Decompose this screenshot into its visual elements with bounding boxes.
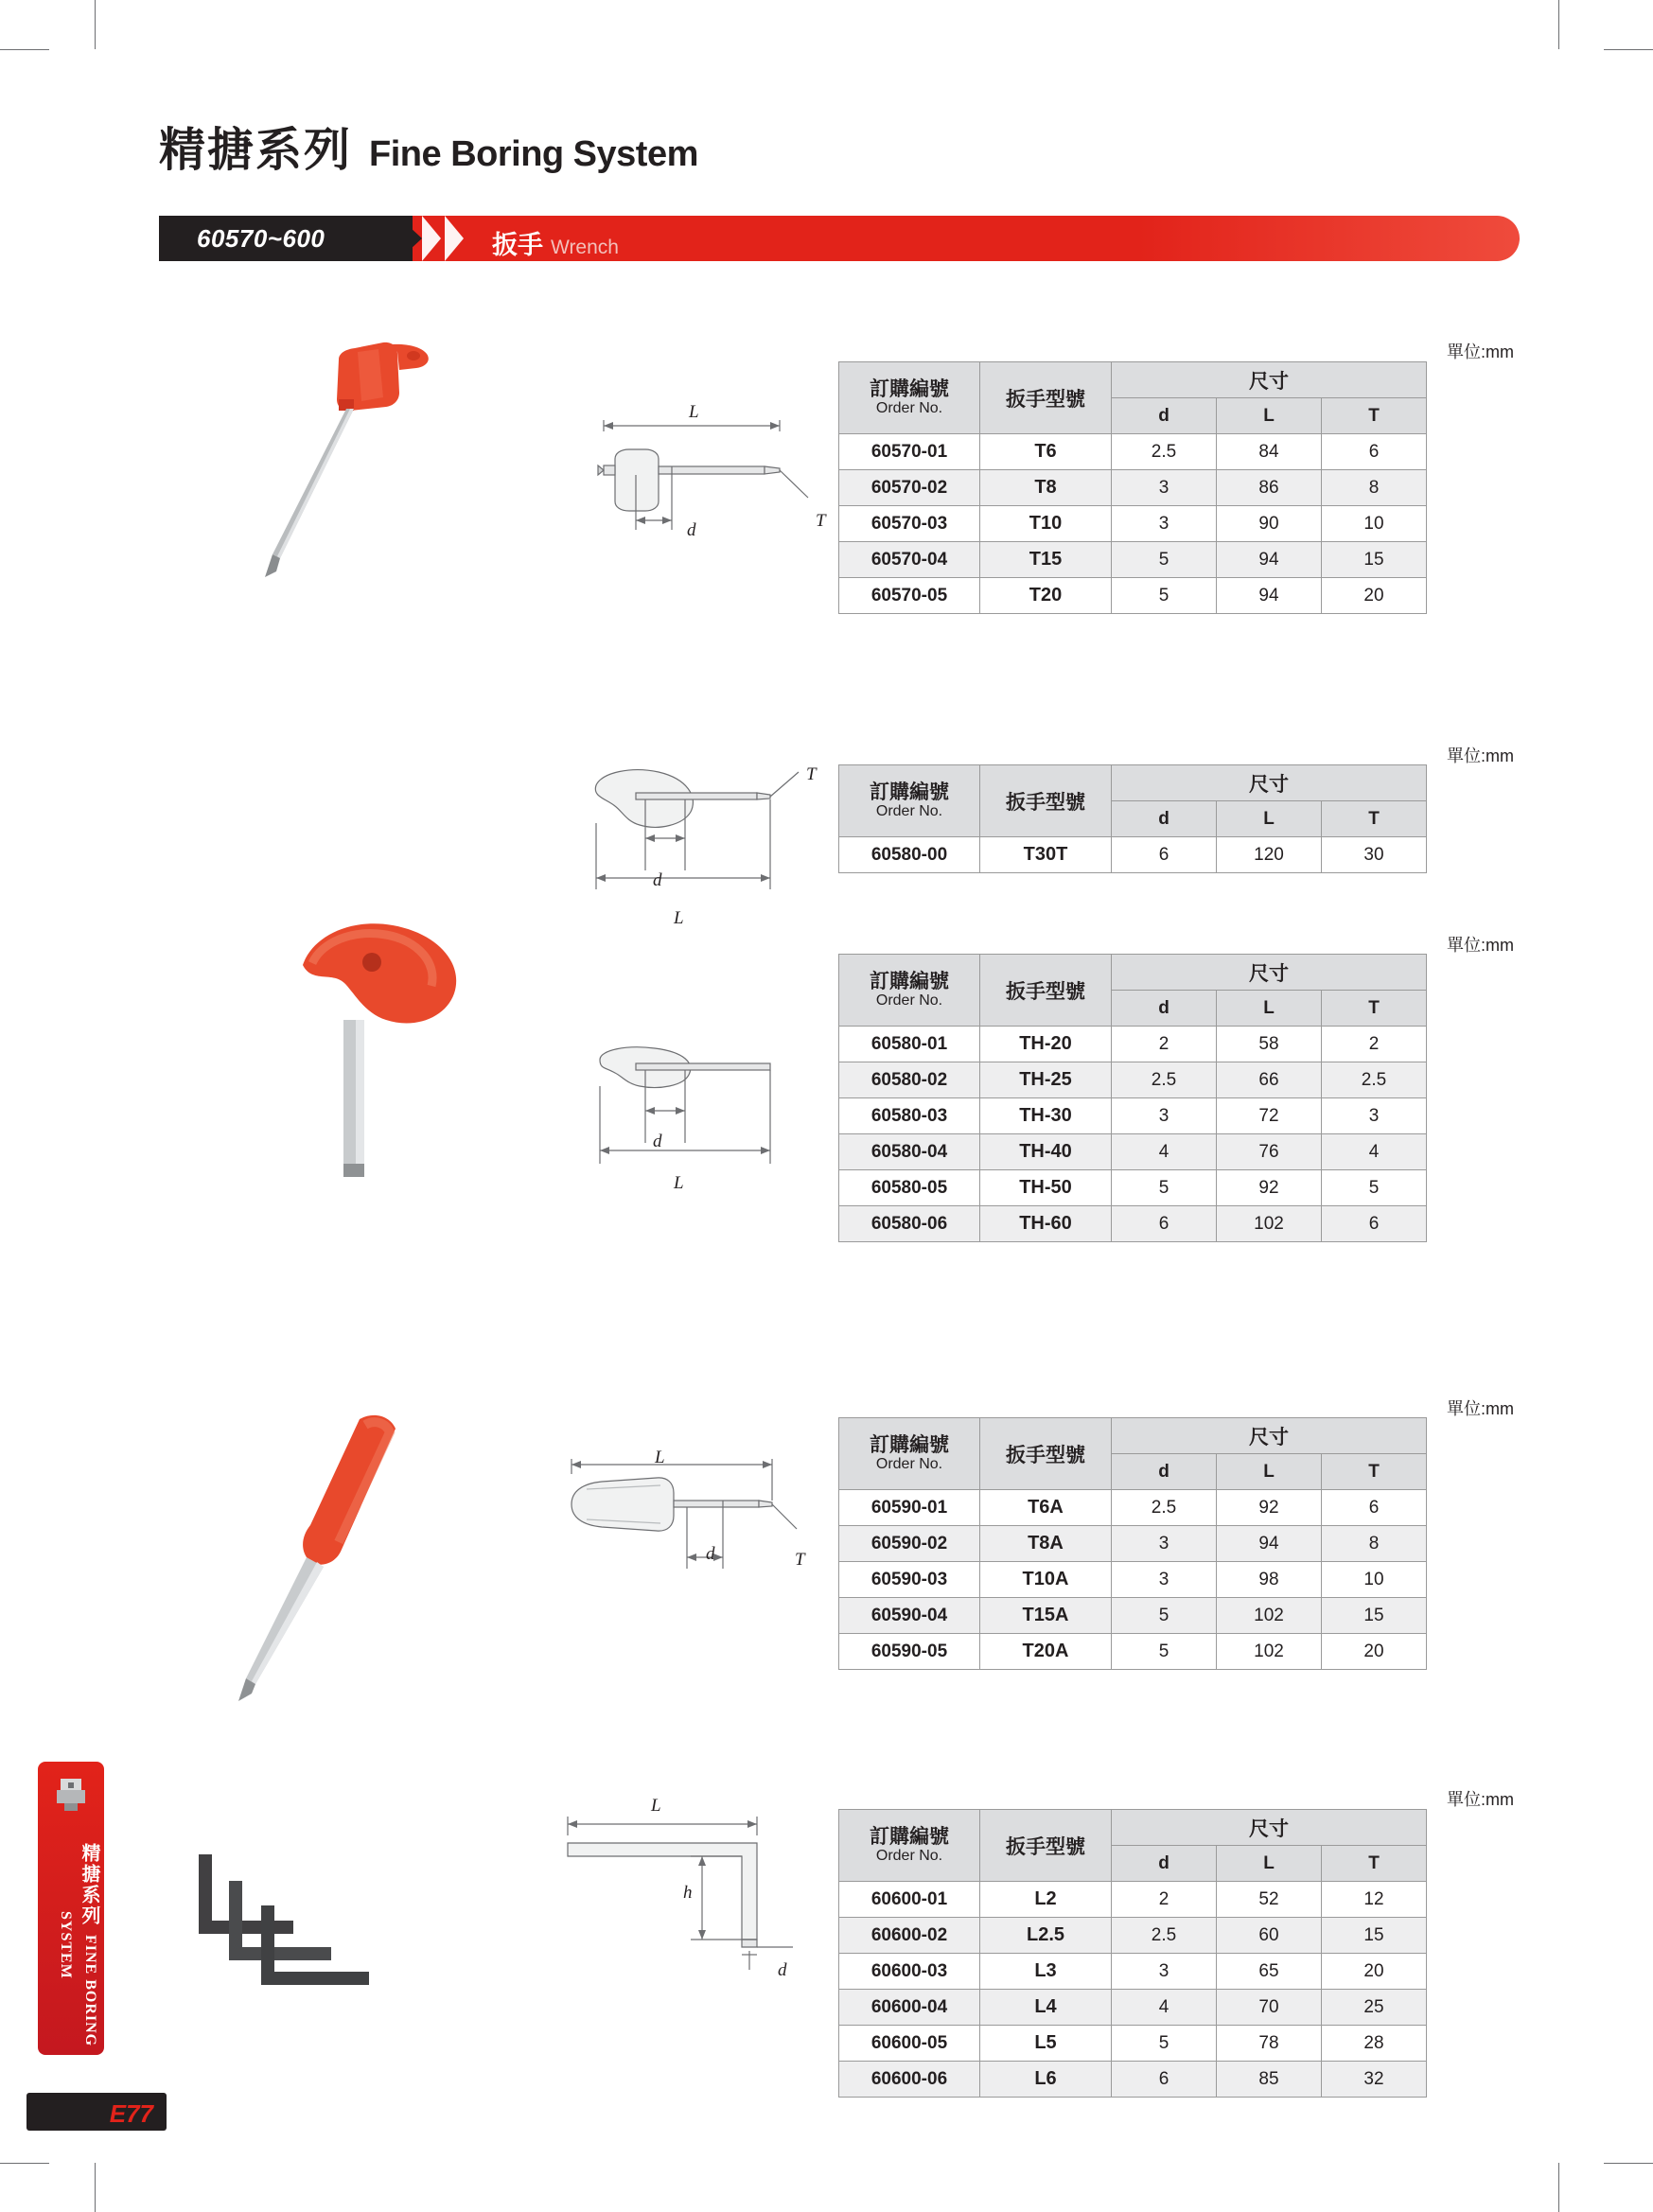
cell-model: TH-20 <box>980 1027 1112 1062</box>
cell-order: 60570-03 <box>839 506 980 542</box>
cell-order: 60570-05 <box>839 578 980 614</box>
cell-L: 76 <box>1217 1134 1322 1170</box>
cell-d: 3 <box>1112 1954 1217 1990</box>
table-row <box>839 1170 1427 1206</box>
table-row <box>839 1134 1427 1170</box>
cell-L: 52 <box>1217 1882 1322 1918</box>
cell-model: L6 <box>980 2062 1112 2098</box>
cell-order: 60580-02 <box>839 1062 980 1098</box>
cell-model: TH-25 <box>980 1062 1112 1098</box>
col-L: L <box>1217 1846 1322 1882</box>
cell-model: T30T <box>980 837 1112 873</box>
cell-model: L3 <box>980 1954 1112 1990</box>
unit-note-1: 單位:mm <box>1447 342 1514 361</box>
col-T: T <box>1322 398 1427 434</box>
section-bar <box>159 216 1520 261</box>
table-header-row <box>839 1810 1427 1846</box>
cell-model: T10 <box>980 506 1112 542</box>
cell-T: 10 <box>1322 506 1427 542</box>
col-T: T <box>1322 991 1427 1027</box>
table-row <box>839 2026 1427 2062</box>
cell-T: 10 <box>1322 1562 1427 1598</box>
table-header-row <box>839 362 1427 398</box>
table-row <box>839 1490 1427 1526</box>
table-row <box>839 434 1427 470</box>
cell-T: 3 <box>1322 1098 1427 1134</box>
cell-T: 2.5 <box>1322 1062 1427 1098</box>
cell-order: 60590-03 <box>839 1562 980 1598</box>
cell-order: 60570-02 <box>839 470 980 506</box>
cell-L: 92 <box>1217 1170 1322 1206</box>
cell-L: 60 <box>1217 1918 1322 1954</box>
crop-mark-bottom-right <box>1558 2163 1559 2212</box>
table-row <box>839 542 1427 578</box>
cell-model: L5 <box>980 2026 1112 2062</box>
cell-model: TH-40 <box>980 1134 1112 1170</box>
table-60600 <box>838 1809 1427 2098</box>
dim-label-h-60600: h <box>683 1883 693 1903</box>
col-d: d <box>1112 801 1217 837</box>
cell-order: 60590-02 <box>839 1526 980 1562</box>
chevron-right-icon-2 <box>445 216 464 261</box>
col-model: 扳手型號 <box>980 362 1112 434</box>
col-T: T <box>1322 1454 1427 1490</box>
cell-d: 6 <box>1112 837 1217 873</box>
cell-order: 60600-02 <box>839 1918 980 1954</box>
cell-L: 102 <box>1217 1634 1322 1670</box>
table-header-row <box>839 765 1427 801</box>
cell-model: T15 <box>980 542 1112 578</box>
cell-d: 3 <box>1112 506 1217 542</box>
table-row <box>839 1206 1427 1242</box>
crop-mark-bottom-right-h <box>1604 2163 1653 2164</box>
col-dimensions: 尺寸 <box>1112 362 1427 398</box>
col-model: 扳手型號 <box>980 1810 1112 1882</box>
table-row <box>839 1634 1427 1670</box>
section-label-cn: 扳手 <box>492 231 543 260</box>
cell-T: 32 <box>1322 2062 1427 2098</box>
cell-L: 72 <box>1217 1098 1322 1134</box>
table-row <box>839 1954 1427 1990</box>
cell-L: 86 <box>1217 470 1322 506</box>
cell-L: 92 <box>1217 1490 1322 1526</box>
cell-order: 60570-04 <box>839 542 980 578</box>
crop-mark-top-right <box>1558 0 1559 49</box>
cell-model: T6 <box>980 434 1112 470</box>
table-row <box>839 1526 1427 1562</box>
col-T: T <box>1322 801 1427 837</box>
table-row <box>839 1562 1427 1598</box>
cell-L: 102 <box>1217 1598 1322 1634</box>
cell-d: 2 <box>1112 1882 1217 1918</box>
unit-note-2: 單位:mm <box>1447 746 1514 765</box>
cell-d: 5 <box>1112 1598 1217 1634</box>
cell-model: TH-30 <box>980 1098 1112 1134</box>
table-row <box>839 1990 1427 2026</box>
col-model: 扳手型號 <box>980 1418 1112 1490</box>
cell-T: 6 <box>1322 434 1427 470</box>
product-photo-60590 <box>227 1400 511 1712</box>
col-order-no: 訂購編號 Order No. <box>839 1418 980 1490</box>
cell-d: 3 <box>1112 470 1217 506</box>
side-index-tab[interactable] <box>38 1762 104 2055</box>
cell-order: 60580-03 <box>839 1098 980 1134</box>
product-photo-60580 <box>170 851 501 1192</box>
cell-d: 5 <box>1112 542 1217 578</box>
product-photo-60600 <box>180 1826 501 1996</box>
col-dimensions: 尺寸 <box>1112 1810 1427 1846</box>
dim-label-L-60590: L <box>655 1448 665 1467</box>
dim-label-T-60580-00: T <box>806 764 817 784</box>
cell-T: 30 <box>1322 837 1427 873</box>
cell-T: 8 <box>1322 470 1427 506</box>
product-photo-60570 <box>189 341 501 624</box>
col-d: d <box>1112 991 1217 1027</box>
cell-T: 20 <box>1322 578 1427 614</box>
table-row <box>839 1062 1427 1098</box>
cell-L: 84 <box>1217 434 1322 470</box>
cell-T: 12 <box>1322 1882 1427 1918</box>
cell-d: 5 <box>1112 1634 1217 1670</box>
cell-d: 4 <box>1112 1990 1217 2026</box>
cell-L: 65 <box>1217 1954 1322 1990</box>
table-row <box>839 470 1427 506</box>
col-L: L <box>1217 801 1322 837</box>
table-header-row <box>839 955 1427 991</box>
section-label <box>492 224 619 261</box>
cell-d: 5 <box>1112 1170 1217 1206</box>
cell-d: 2.5 <box>1112 1490 1217 1526</box>
table-row <box>839 837 1427 873</box>
cell-order: 60580-01 <box>839 1027 980 1062</box>
cell-order: 60590-01 <box>839 1490 980 1526</box>
table-60570 <box>838 361 1427 614</box>
cell-T: 15 <box>1322 1918 1427 1954</box>
side-tab-text-cn: 精搪系列 <box>79 1843 101 1927</box>
cell-d: 3 <box>1112 1562 1217 1598</box>
dimension-drawing-60600 <box>539 1798 852 1996</box>
cell-d: 2.5 <box>1112 1918 1217 1954</box>
page-number-plate <box>26 2093 167 2131</box>
crop-mark-top-left <box>95 0 96 49</box>
cell-order: 60580-05 <box>839 1170 980 1206</box>
section-label-en: Wrench <box>551 237 619 258</box>
cell-model: T10A <box>980 1562 1112 1598</box>
cell-d: 6 <box>1112 1206 1217 1242</box>
table-header-row <box>839 1418 1427 1454</box>
table-row <box>839 1027 1427 1062</box>
cell-d: 5 <box>1112 2026 1217 2062</box>
unit-note-4: 單位:mm <box>1447 1399 1514 1418</box>
cell-L: 70 <box>1217 1990 1322 2026</box>
col-order-no: 訂購編號 Order No. <box>839 1810 980 1882</box>
cell-order: 60600-06 <box>839 2062 980 2098</box>
dim-label-L-60580: L <box>674 1173 684 1193</box>
section-code: 60570~600 <box>197 224 325 253</box>
cell-order: 60570-01 <box>839 434 980 470</box>
dim-label-T-60570: T <box>816 511 826 531</box>
cell-model: L2 <box>980 1882 1112 1918</box>
cell-order: 60590-05 <box>839 1634 980 1670</box>
crop-mark-top-left-h <box>0 49 49 50</box>
cell-L: 66 <box>1217 1062 1322 1098</box>
cell-d: 2.5 <box>1112 1062 1217 1098</box>
page-title-en: Fine Boring System <box>369 134 698 174</box>
col-dimensions: 尺寸 <box>1112 765 1427 801</box>
page-title <box>159 114 698 180</box>
cell-T: 4 <box>1322 1134 1427 1170</box>
col-d: d <box>1112 1846 1217 1882</box>
cell-T: 8 <box>1322 1526 1427 1562</box>
unit-note-5: 單位:mm <box>1447 1790 1514 1809</box>
table-row <box>839 1882 1427 1918</box>
unit-note-3: 單位:mm <box>1447 936 1514 955</box>
cell-L: 94 <box>1217 578 1322 614</box>
col-L: L <box>1217 991 1322 1027</box>
crop-mark-top-right-h <box>1604 49 1653 50</box>
cell-T: 25 <box>1322 1990 1427 2026</box>
cell-d: 2.5 <box>1112 434 1217 470</box>
table-row <box>839 1598 1427 1634</box>
col-L: L <box>1217 1454 1322 1490</box>
cell-L: 94 <box>1217 542 1322 578</box>
crop-mark-bottom-left-h <box>0 2163 49 2164</box>
cell-model: T20A <box>980 1634 1112 1670</box>
cell-L: 78 <box>1217 2026 1322 2062</box>
col-d: d <box>1112 1454 1217 1490</box>
cell-L: 90 <box>1217 506 1322 542</box>
cell-order: 60600-05 <box>839 2026 980 2062</box>
dimension-drawing-60580 <box>568 1031 852 1202</box>
dim-label-d-60600: d <box>778 1960 787 1980</box>
dimension-drawing-60570 <box>577 407 852 549</box>
dim-label-T-60590: T <box>795 1550 805 1570</box>
cell-model: T8 <box>980 470 1112 506</box>
cell-T: 20 <box>1322 1634 1427 1670</box>
cell-model: T8A <box>980 1526 1112 1562</box>
cell-model: L2.5 <box>980 1918 1112 1954</box>
cell-L: 98 <box>1217 1562 1322 1598</box>
table-row <box>839 1918 1427 1954</box>
cell-d: 5 <box>1112 578 1217 614</box>
cell-model: T6A <box>980 1490 1112 1526</box>
page-title-cn: 精搪系列 <box>159 123 353 177</box>
col-order-no: 訂購編號 Order No. <box>839 765 980 837</box>
cell-order: 60600-03 <box>839 1954 980 1990</box>
table-60580-00 <box>838 764 1427 873</box>
cell-L: 120 <box>1217 837 1322 873</box>
dim-label-d-60590: d <box>706 1544 715 1564</box>
cell-order: 60600-01 <box>839 1882 980 1918</box>
cell-order: 60580-06 <box>839 1206 980 1242</box>
cell-d: 2 <box>1112 1027 1217 1062</box>
dim-label-L-60580-00: L <box>674 908 684 928</box>
side-tab-text-en: FINE BORING SYSTEM <box>58 1911 98 2047</box>
cell-T: 20 <box>1322 1954 1427 1990</box>
side-tab-text <box>38 1835 104 2055</box>
table-60580 <box>838 954 1427 1242</box>
cell-T: 6 <box>1322 1490 1427 1526</box>
cell-d: 4 <box>1112 1134 1217 1170</box>
dim-label-d-60580-00: d <box>653 870 662 890</box>
col-model: 扳手型號 <box>980 955 1112 1027</box>
dim-label-d-60580: d <box>653 1132 662 1151</box>
cell-model: T20 <box>980 578 1112 614</box>
cell-d: 6 <box>1112 2062 1217 2098</box>
cell-T: 28 <box>1322 2026 1427 2062</box>
page-number: E77 <box>109 2099 153 2128</box>
dim-label-L-60570: L <box>689 402 699 422</box>
cell-T: 6 <box>1322 1206 1427 1242</box>
cell-model: TH-60 <box>980 1206 1112 1242</box>
cell-T: 5 <box>1322 1170 1427 1206</box>
dim-label-d-60570: d <box>687 520 696 540</box>
cell-order: 60590-04 <box>839 1598 980 1634</box>
col-dimensions: 尺寸 <box>1112 955 1427 991</box>
boring-head-icon <box>51 1775 91 1815</box>
cell-d: 3 <box>1112 1098 1217 1134</box>
cell-T: 2 <box>1322 1027 1427 1062</box>
col-T: T <box>1322 1846 1427 1882</box>
table-row <box>839 506 1427 542</box>
col-L: L <box>1217 398 1322 434</box>
col-order-no: 訂購編號 Order No. <box>839 955 980 1027</box>
cell-order: 60580-04 <box>839 1134 980 1170</box>
dim-label-L-60600: L <box>651 1796 661 1816</box>
cell-model: TH-50 <box>980 1170 1112 1206</box>
col-order-no: 訂購編號 Order No. <box>839 362 980 434</box>
cell-L: 94 <box>1217 1526 1322 1562</box>
cell-T: 15 <box>1322 542 1427 578</box>
cell-model: L4 <box>980 1990 1112 2026</box>
table-60590 <box>838 1417 1427 1670</box>
section-bar-code-arrow <box>397 216 422 261</box>
col-model: 扳手型號 <box>980 765 1112 837</box>
col-d: d <box>1112 398 1217 434</box>
cell-model: T15A <box>980 1598 1112 1634</box>
cell-L: 85 <box>1217 2062 1322 2098</box>
table-row <box>839 1098 1427 1134</box>
cell-L: 58 <box>1217 1027 1322 1062</box>
cell-T: 15 <box>1322 1598 1427 1634</box>
cell-order: 60600-04 <box>839 1990 980 2026</box>
table-row <box>839 578 1427 614</box>
cell-L: 102 <box>1217 1206 1322 1242</box>
col-dimensions: 尺寸 <box>1112 1418 1427 1454</box>
chevron-right-icon-1 <box>422 216 441 261</box>
crop-mark-bottom-left <box>95 2163 96 2212</box>
dimension-drawing-60590 <box>549 1446 852 1597</box>
cell-order: 60580-00 <box>839 837 980 873</box>
cell-d: 3 <box>1112 1526 1217 1562</box>
table-row <box>839 2062 1427 2098</box>
